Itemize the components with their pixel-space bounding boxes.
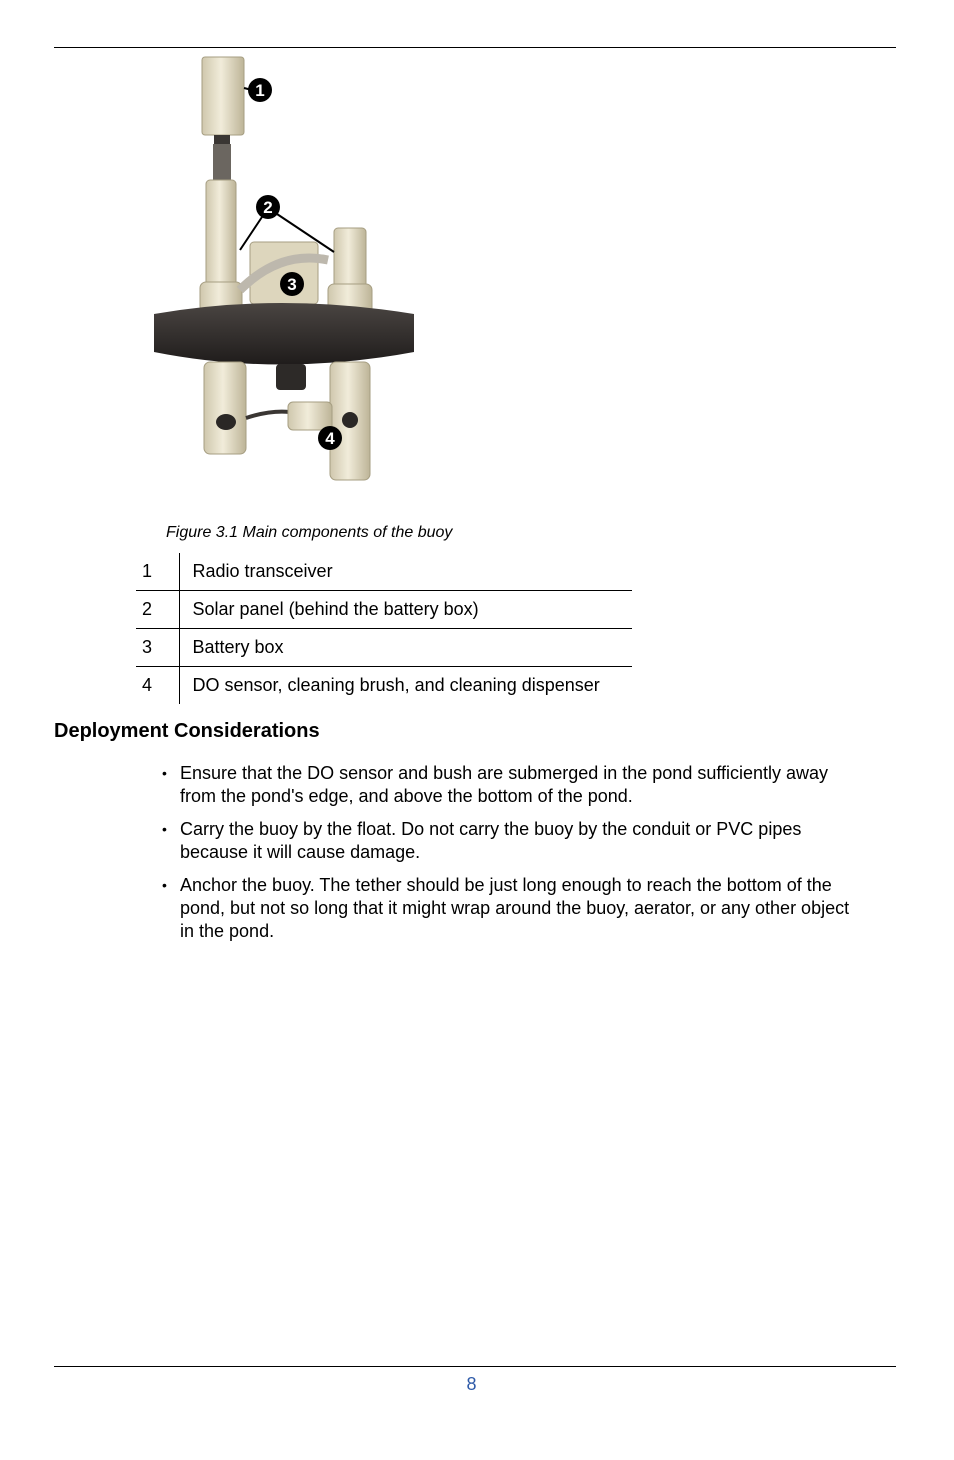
- callout-4: [318, 426, 342, 450]
- list-item: [162, 818, 862, 864]
- bullet-icon: •: [162, 765, 167, 781]
- figure-caption: Figure 3.1 Main components of the buoy: [166, 524, 453, 541]
- footer-rule: [54, 1366, 896, 1367]
- legend-number: 4: [136, 667, 179, 705]
- do-sensor-shape: [288, 402, 332, 430]
- svg-text:2: 2: [263, 198, 273, 217]
- legend-number: 2: [136, 591, 179, 629]
- svg-text:3: 3: [287, 275, 297, 294]
- section-heading: Deployment Considerations: [54, 720, 320, 742]
- legend-row: [136, 667, 632, 705]
- legend-number: 3: [136, 629, 179, 667]
- list-item-text: Ensure that the DO sensor and bush are submerged in the pond sufficiently away from the pond's edge, and above the bottom of the pond.: [180, 763, 829, 806]
- bullet-icon: •: [162, 877, 167, 893]
- legend-number: 1: [136, 553, 179, 591]
- legend-label: DO sensor, cleaning brush, and cleaning dispenser: [179, 667, 632, 705]
- bullet-icon: •: [162, 821, 167, 837]
- list-item: [162, 762, 862, 808]
- list-item-text: Anchor the buoy. The tether should be just long enough to reach the bottom of the pond, but not so long that it might wrap around the buoy, aerator, or any other object in the pond.: [180, 875, 850, 941]
- list-item: [162, 874, 862, 943]
- svg-text:1: 1: [255, 81, 265, 100]
- header-rule: [54, 47, 896, 48]
- buoy-figure: [130, 52, 430, 492]
- legend-row: [136, 591, 632, 629]
- considerations-list: [162, 762, 862, 953]
- legend-label: Battery box: [179, 629, 632, 667]
- callout-1: [248, 78, 272, 102]
- svg-text:4: 4: [325, 429, 335, 448]
- callout-3: [280, 272, 304, 296]
- legend-label: Radio transceiver: [192, 561, 333, 581]
- transceiver-box: [202, 57, 244, 135]
- legend-row: [136, 629, 632, 667]
- list-item-text: Carry the buoy by the float. Do not carry the buoy by the conduit or PVC pipes because it will cause damage.: [180, 819, 802, 862]
- left-pipe: [206, 180, 236, 290]
- page-number: 8: [466, 1374, 477, 1394]
- legend-label: Solar panel (behind the battery box): [179, 591, 632, 629]
- component-legend-table: [136, 553, 632, 704]
- callout-2: [256, 195, 280, 219]
- float-shape: [154, 303, 414, 365]
- legend-row: [136, 553, 632, 591]
